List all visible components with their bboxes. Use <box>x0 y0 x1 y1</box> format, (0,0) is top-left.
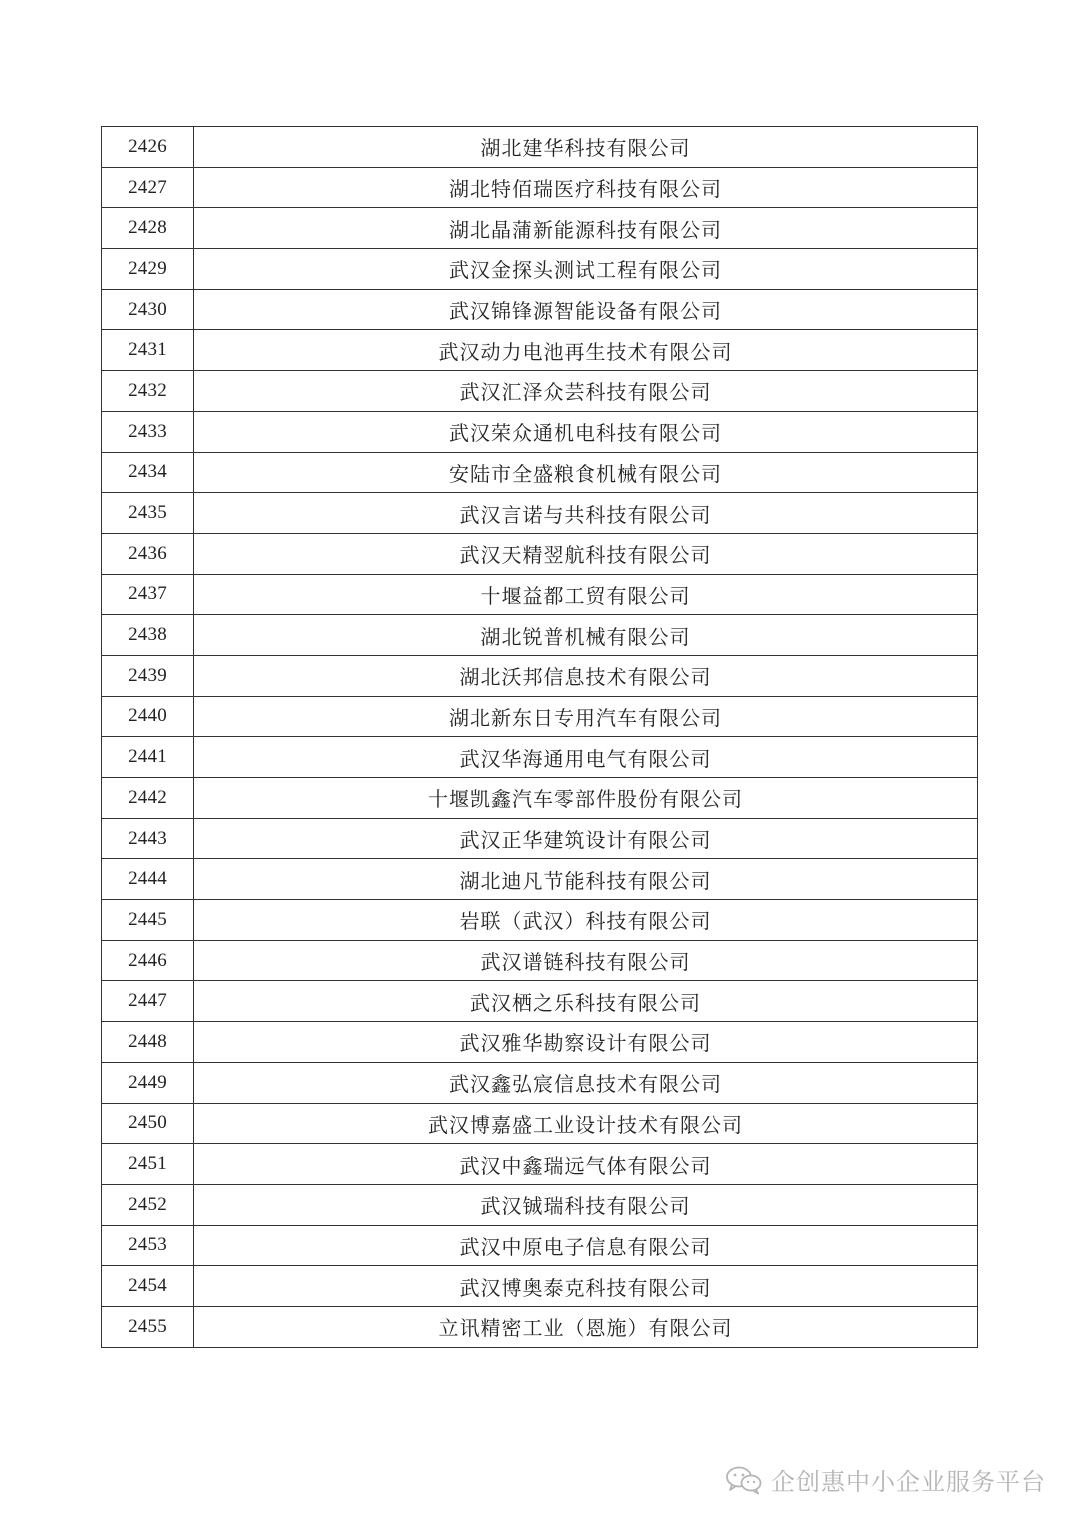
table-row <box>102 1225 978 1266</box>
company-name: 武汉雅华勘察设计有限公司 <box>194 1022 978 1063</box>
table-row <box>102 1103 978 1144</box>
row-number: 2450 <box>102 1103 194 1144</box>
row-number: 2443 <box>102 818 194 859</box>
table-row <box>102 289 978 330</box>
company-name: 立讯精密工业（恩施）有限公司 <box>194 1306 978 1347</box>
row-number: 2438 <box>102 615 194 656</box>
row-number: 2454 <box>102 1266 194 1307</box>
table-row <box>102 1306 978 1347</box>
company-list-table <box>101 126 978 1348</box>
table-row <box>102 818 978 859</box>
table-row <box>102 167 978 208</box>
row-number: 2426 <box>102 127 194 168</box>
table-row <box>102 1144 978 1185</box>
row-number: 2433 <box>102 411 194 452</box>
row-number: 2432 <box>102 371 194 412</box>
row-number: 2441 <box>102 737 194 778</box>
table-row <box>102 615 978 656</box>
table-row <box>102 1184 978 1225</box>
table-row <box>102 696 978 737</box>
company-name: 湖北特佰瑞医疗科技有限公司 <box>194 167 978 208</box>
company-name: 武汉中原电子信息有限公司 <box>194 1225 978 1266</box>
row-number: 2449 <box>102 1062 194 1103</box>
company-name: 湖北晶蒲新能源科技有限公司 <box>194 208 978 249</box>
company-name: 武汉锦锋源智能设备有限公司 <box>194 289 978 330</box>
table-row <box>102 981 978 1022</box>
table-row <box>102 1266 978 1307</box>
company-name: 武汉栖之乐科技有限公司 <box>194 981 978 1022</box>
company-name: 湖北沃邦信息技术有限公司 <box>194 655 978 696</box>
watermark-text: 企创惠中小企业服务平台 <box>771 1468 1046 1496</box>
row-number: 2447 <box>102 981 194 1022</box>
table-row <box>102 371 978 412</box>
table-row <box>102 411 978 452</box>
table-row <box>102 859 978 900</box>
row-number: 2448 <box>102 1022 194 1063</box>
company-name: 湖北新东日专用汽车有限公司 <box>194 696 978 737</box>
row-number: 2430 <box>102 289 194 330</box>
row-number: 2455 <box>102 1306 194 1347</box>
company-name: 武汉汇泽众芸科技有限公司 <box>194 371 978 412</box>
watermark <box>725 1462 1046 1497</box>
company-name: 武汉荣众通机电科技有限公司 <box>194 411 978 452</box>
wechat-icon <box>725 1465 763 1495</box>
table-row <box>102 208 978 249</box>
company-name: 武汉动力电池再生技术有限公司 <box>194 330 978 371</box>
company-name: 湖北迪凡节能科技有限公司 <box>194 859 978 900</box>
table-row <box>102 533 978 574</box>
company-name: 武汉铖瑞科技有限公司 <box>194 1184 978 1225</box>
table-row <box>102 655 978 696</box>
company-name: 武汉金探头测试工程有限公司 <box>194 249 978 290</box>
row-number: 2436 <box>102 533 194 574</box>
company-name: 武汉中鑫瑞远气体有限公司 <box>194 1144 978 1185</box>
company-name: 武汉华海通用电气有限公司 <box>194 737 978 778</box>
table-row <box>102 940 978 981</box>
row-number: 2446 <box>102 940 194 981</box>
row-number: 2453 <box>102 1225 194 1266</box>
row-number: 2428 <box>102 208 194 249</box>
company-name: 武汉正华建筑设计有限公司 <box>194 818 978 859</box>
company-name: 十堰益都工贸有限公司 <box>194 574 978 615</box>
row-number: 2444 <box>102 859 194 900</box>
company-name: 十堰凯鑫汽车零部件股份有限公司 <box>194 778 978 819</box>
row-number: 2452 <box>102 1184 194 1225</box>
row-number: 2437 <box>102 574 194 615</box>
company-list-body <box>102 127 978 1348</box>
company-name: 湖北建华科技有限公司 <box>194 127 978 168</box>
table-row <box>102 452 978 493</box>
company-name: 武汉博嘉盛工业设计技术有限公司 <box>194 1103 978 1144</box>
table-row <box>102 1022 978 1063</box>
table-row <box>102 1062 978 1103</box>
table-row <box>102 574 978 615</box>
table-row <box>102 737 978 778</box>
table-row <box>102 900 978 941</box>
table-row <box>102 493 978 534</box>
row-number: 2427 <box>102 167 194 208</box>
company-name: 安陆市全盛粮食机械有限公司 <box>194 452 978 493</box>
company-name: 武汉言诺与共科技有限公司 <box>194 493 978 534</box>
table-row <box>102 330 978 371</box>
row-number: 2451 <box>102 1144 194 1185</box>
row-number: 2435 <box>102 493 194 534</box>
table-row <box>102 249 978 290</box>
row-number: 2429 <box>102 249 194 290</box>
row-number: 2439 <box>102 655 194 696</box>
company-name: 岩联（武汉）科技有限公司 <box>194 900 978 941</box>
company-name: 武汉天精翌航科技有限公司 <box>194 533 978 574</box>
table-row <box>102 127 978 168</box>
row-number: 2434 <box>102 452 194 493</box>
row-number: 2442 <box>102 778 194 819</box>
company-name: 武汉谱链科技有限公司 <box>194 940 978 981</box>
company-name: 武汉鑫弘宸信息技术有限公司 <box>194 1062 978 1103</box>
company-name: 湖北锐普机械有限公司 <box>194 615 978 656</box>
row-number: 2440 <box>102 696 194 737</box>
row-number: 2445 <box>102 900 194 941</box>
table-row <box>102 778 978 819</box>
company-name: 武汉博奥泰克科技有限公司 <box>194 1266 978 1307</box>
row-number: 2431 <box>102 330 194 371</box>
